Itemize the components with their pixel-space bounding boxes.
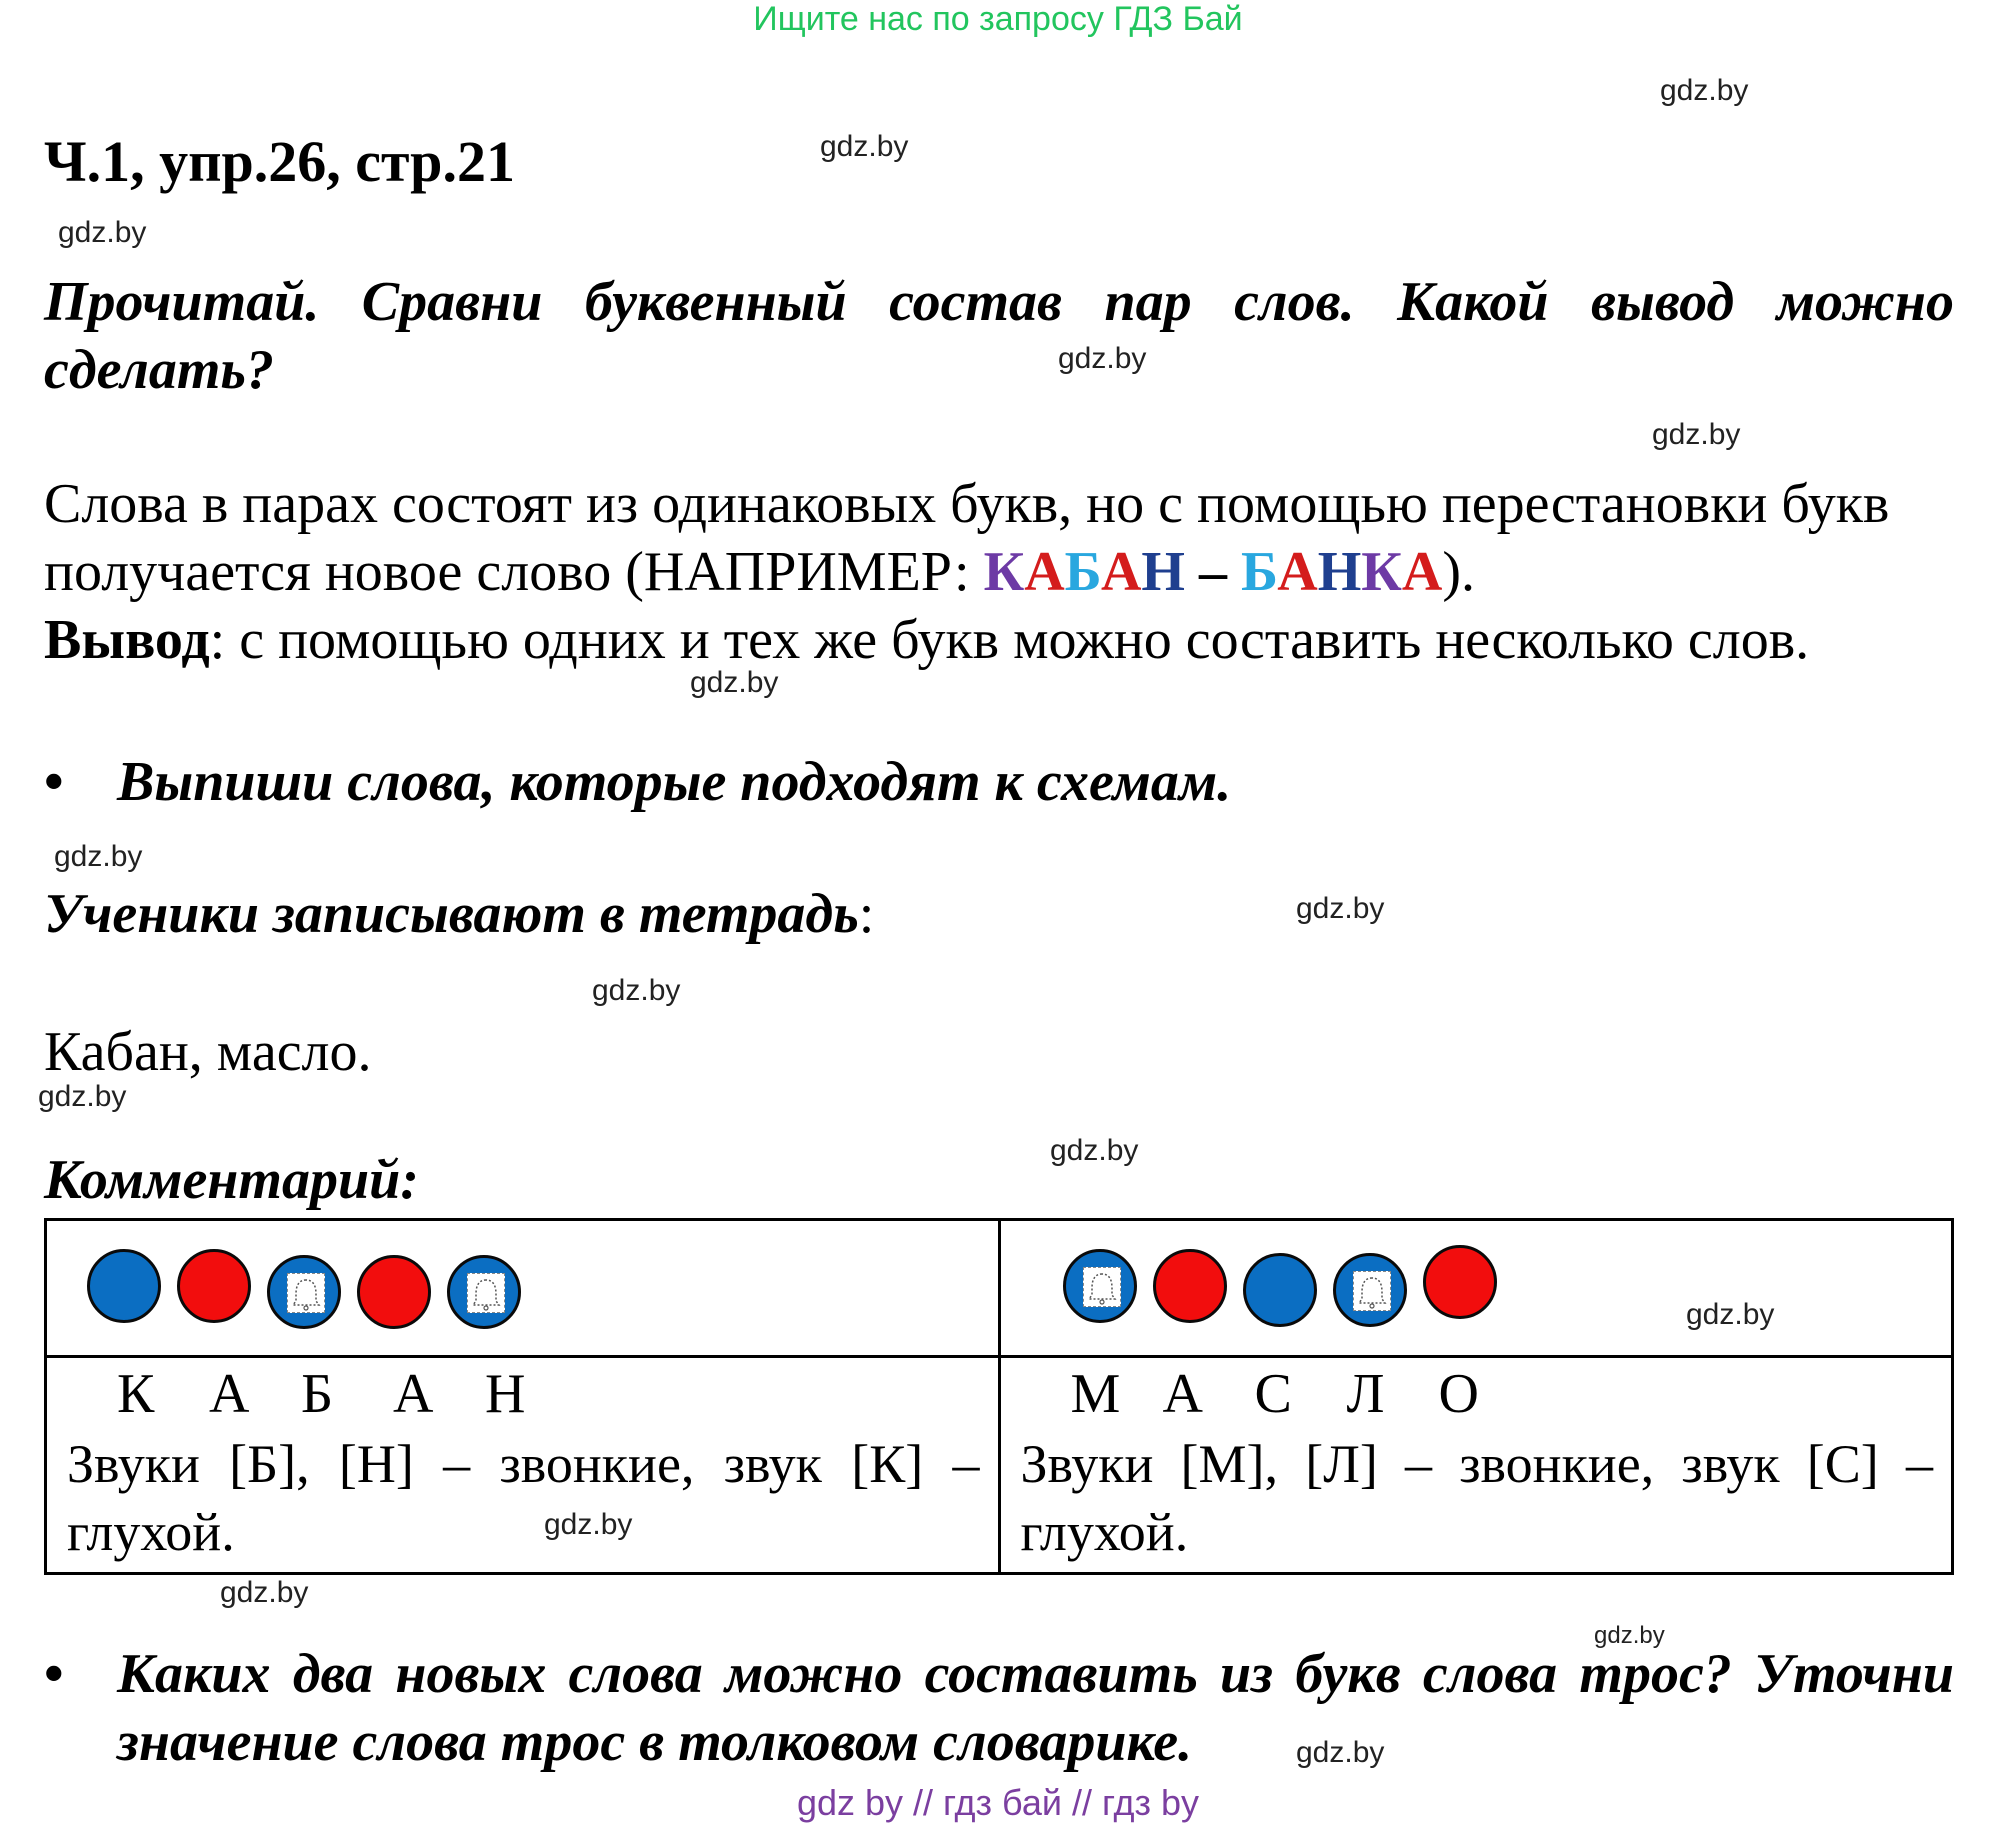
bullet-task-1-text: Выпиши слова, которые подходят к схемам. (117, 751, 1232, 813)
left-description-cell (46, 1357, 1000, 1574)
right-scheme-cell (999, 1220, 1953, 1357)
comment-label: Комментарий: (44, 1149, 419, 1211)
answer-line-2-suffix: ). (1442, 541, 1475, 603)
bell-icon (1083, 1267, 1121, 1307)
students-colon: : (858, 883, 875, 945)
watermark: gdz.by (1594, 1622, 1665, 1649)
top-banner: Ищите нас по запросу ГДЗ Бай (753, 0, 1243, 38)
watermark: gdz.by (690, 666, 779, 699)
watermark: gdz.by (1296, 892, 1385, 925)
letter: Б (301, 1363, 334, 1425)
sound-scheme-table (44, 1218, 1954, 1575)
students-label: Ученики записывают в тетрадь (44, 883, 859, 945)
letter: М (1070, 1363, 1121, 1425)
colored-letter: К (1361, 541, 1402, 603)
bell-icon (467, 1273, 505, 1313)
right-letters (1001, 1358, 1952, 1430)
letter: Н (485, 1363, 526, 1425)
example-word-banka (1241, 541, 1442, 603)
colored-letter: К (983, 541, 1025, 603)
students-answer: Кабан, масло. (44, 1021, 372, 1083)
colored-letter: Б (1064, 541, 1101, 603)
watermark: gdz.by (1686, 1298, 1775, 1331)
letter: А (393, 1363, 434, 1425)
vowel-circle (1423, 1245, 1497, 1319)
colored-letter: А (1024, 541, 1065, 603)
letter: Л (1346, 1363, 1385, 1425)
vowel-circle (177, 1249, 251, 1323)
voiced-consonant-circle (1063, 1249, 1137, 1323)
task-line-2: сделать? (44, 339, 274, 401)
footer-links: gdz by // гдз бай // гдз by (796, 1782, 1200, 1823)
letter: А (1162, 1363, 1203, 1425)
example-word-kaban (984, 541, 1185, 603)
letter: К (117, 1363, 155, 1425)
bullet-icon: • (44, 751, 64, 813)
left-desc-line-1: Звуки [Б], [Н] – звонкие, звук [К] – (67, 1434, 980, 1494)
watermark: gdz.by (1296, 1736, 1385, 1769)
watermark: gdz.by (1058, 342, 1147, 375)
colored-letter: А (1100, 541, 1142, 603)
colored-letter: Б (1240, 541, 1278, 603)
bell-icon (287, 1273, 325, 1313)
watermark: gdz.by (54, 840, 143, 873)
watermark: gdz.by (38, 1080, 127, 1113)
consonant-circle (1243, 1253, 1317, 1327)
colored-letter: А (1401, 541, 1443, 603)
right-sound-scheme (1001, 1221, 1952, 1355)
answer-line-1: Слова в парах состоят из одинаковых букв, но с помощью перестановки букв (44, 473, 1890, 535)
letter: А (209, 1363, 250, 1425)
page-title: Ч.1, упр.26, стр.21 (44, 129, 515, 194)
colored-letter: Н (1141, 541, 1185, 603)
conclusion-line (44, 606, 1954, 674)
right-desc-line-1: Звуки [М], [Л] – звонкие, звук [С] – (1020, 1434, 1933, 1494)
answer-line-2-prefix: получается новое слово (НАПРИМЕР: (44, 541, 984, 603)
watermark: gdz.by (820, 130, 909, 163)
bullet-task-2-line-1: Каких два новых слова можно составить из букв слова трос? Уточни (117, 1643, 1954, 1705)
left-letters (47, 1358, 998, 1430)
bullet-icon: • (44, 1643, 64, 1705)
watermark: gdz.by (1652, 418, 1741, 451)
watermark: gdz.by (1050, 1134, 1139, 1167)
vowel-circle (1153, 1249, 1227, 1323)
watermark: gdz.by (58, 216, 147, 249)
answer-line-2 (44, 538, 1954, 606)
voiced-consonant-circle (267, 1255, 341, 1329)
vowel-circle (357, 1255, 431, 1329)
letter: С (1254, 1363, 1292, 1425)
watermark: gdz.by (592, 974, 681, 1007)
left-sound-scheme (47, 1221, 998, 1355)
watermark: gdz.by (220, 1576, 309, 1609)
watermark: gdz.by (544, 1508, 633, 1541)
bullet-task-2 (44, 1640, 1954, 1776)
letter: О (1438, 1363, 1479, 1425)
right-description-cell (999, 1357, 1953, 1574)
students-heading (44, 882, 874, 946)
bullet-task-1 (44, 748, 1954, 816)
left-sound-description (47, 1430, 998, 1572)
consonant-circle (87, 1249, 161, 1323)
right-sound-description (1001, 1430, 1952, 1572)
bullet-task-2-line-2: значение слова трос в толковом словарике. (117, 1711, 1193, 1773)
voiced-consonant-circle (447, 1255, 521, 1329)
conclusion-label: Вывод (44, 609, 210, 671)
task-line-1: Прочитай. Сравни буквенный состав пар слов. Какой вывод можно (44, 271, 1954, 333)
right-desc-line-2: глухой. (1020, 1502, 1189, 1562)
colored-letter: А (1277, 541, 1318, 603)
left-scheme-cell (46, 1220, 1000, 1357)
bell-icon (1353, 1271, 1391, 1311)
colored-letter: Н (1317, 541, 1362, 603)
voiced-consonant-circle (1333, 1253, 1407, 1327)
conclusion-text: : с помощью одних и тех же букв можно составить несколько слов. (209, 609, 1810, 671)
example-dash: – (1184, 541, 1241, 603)
watermark: gdz.by (1660, 74, 1749, 107)
left-desc-line-2: глухой. (67, 1502, 235, 1562)
